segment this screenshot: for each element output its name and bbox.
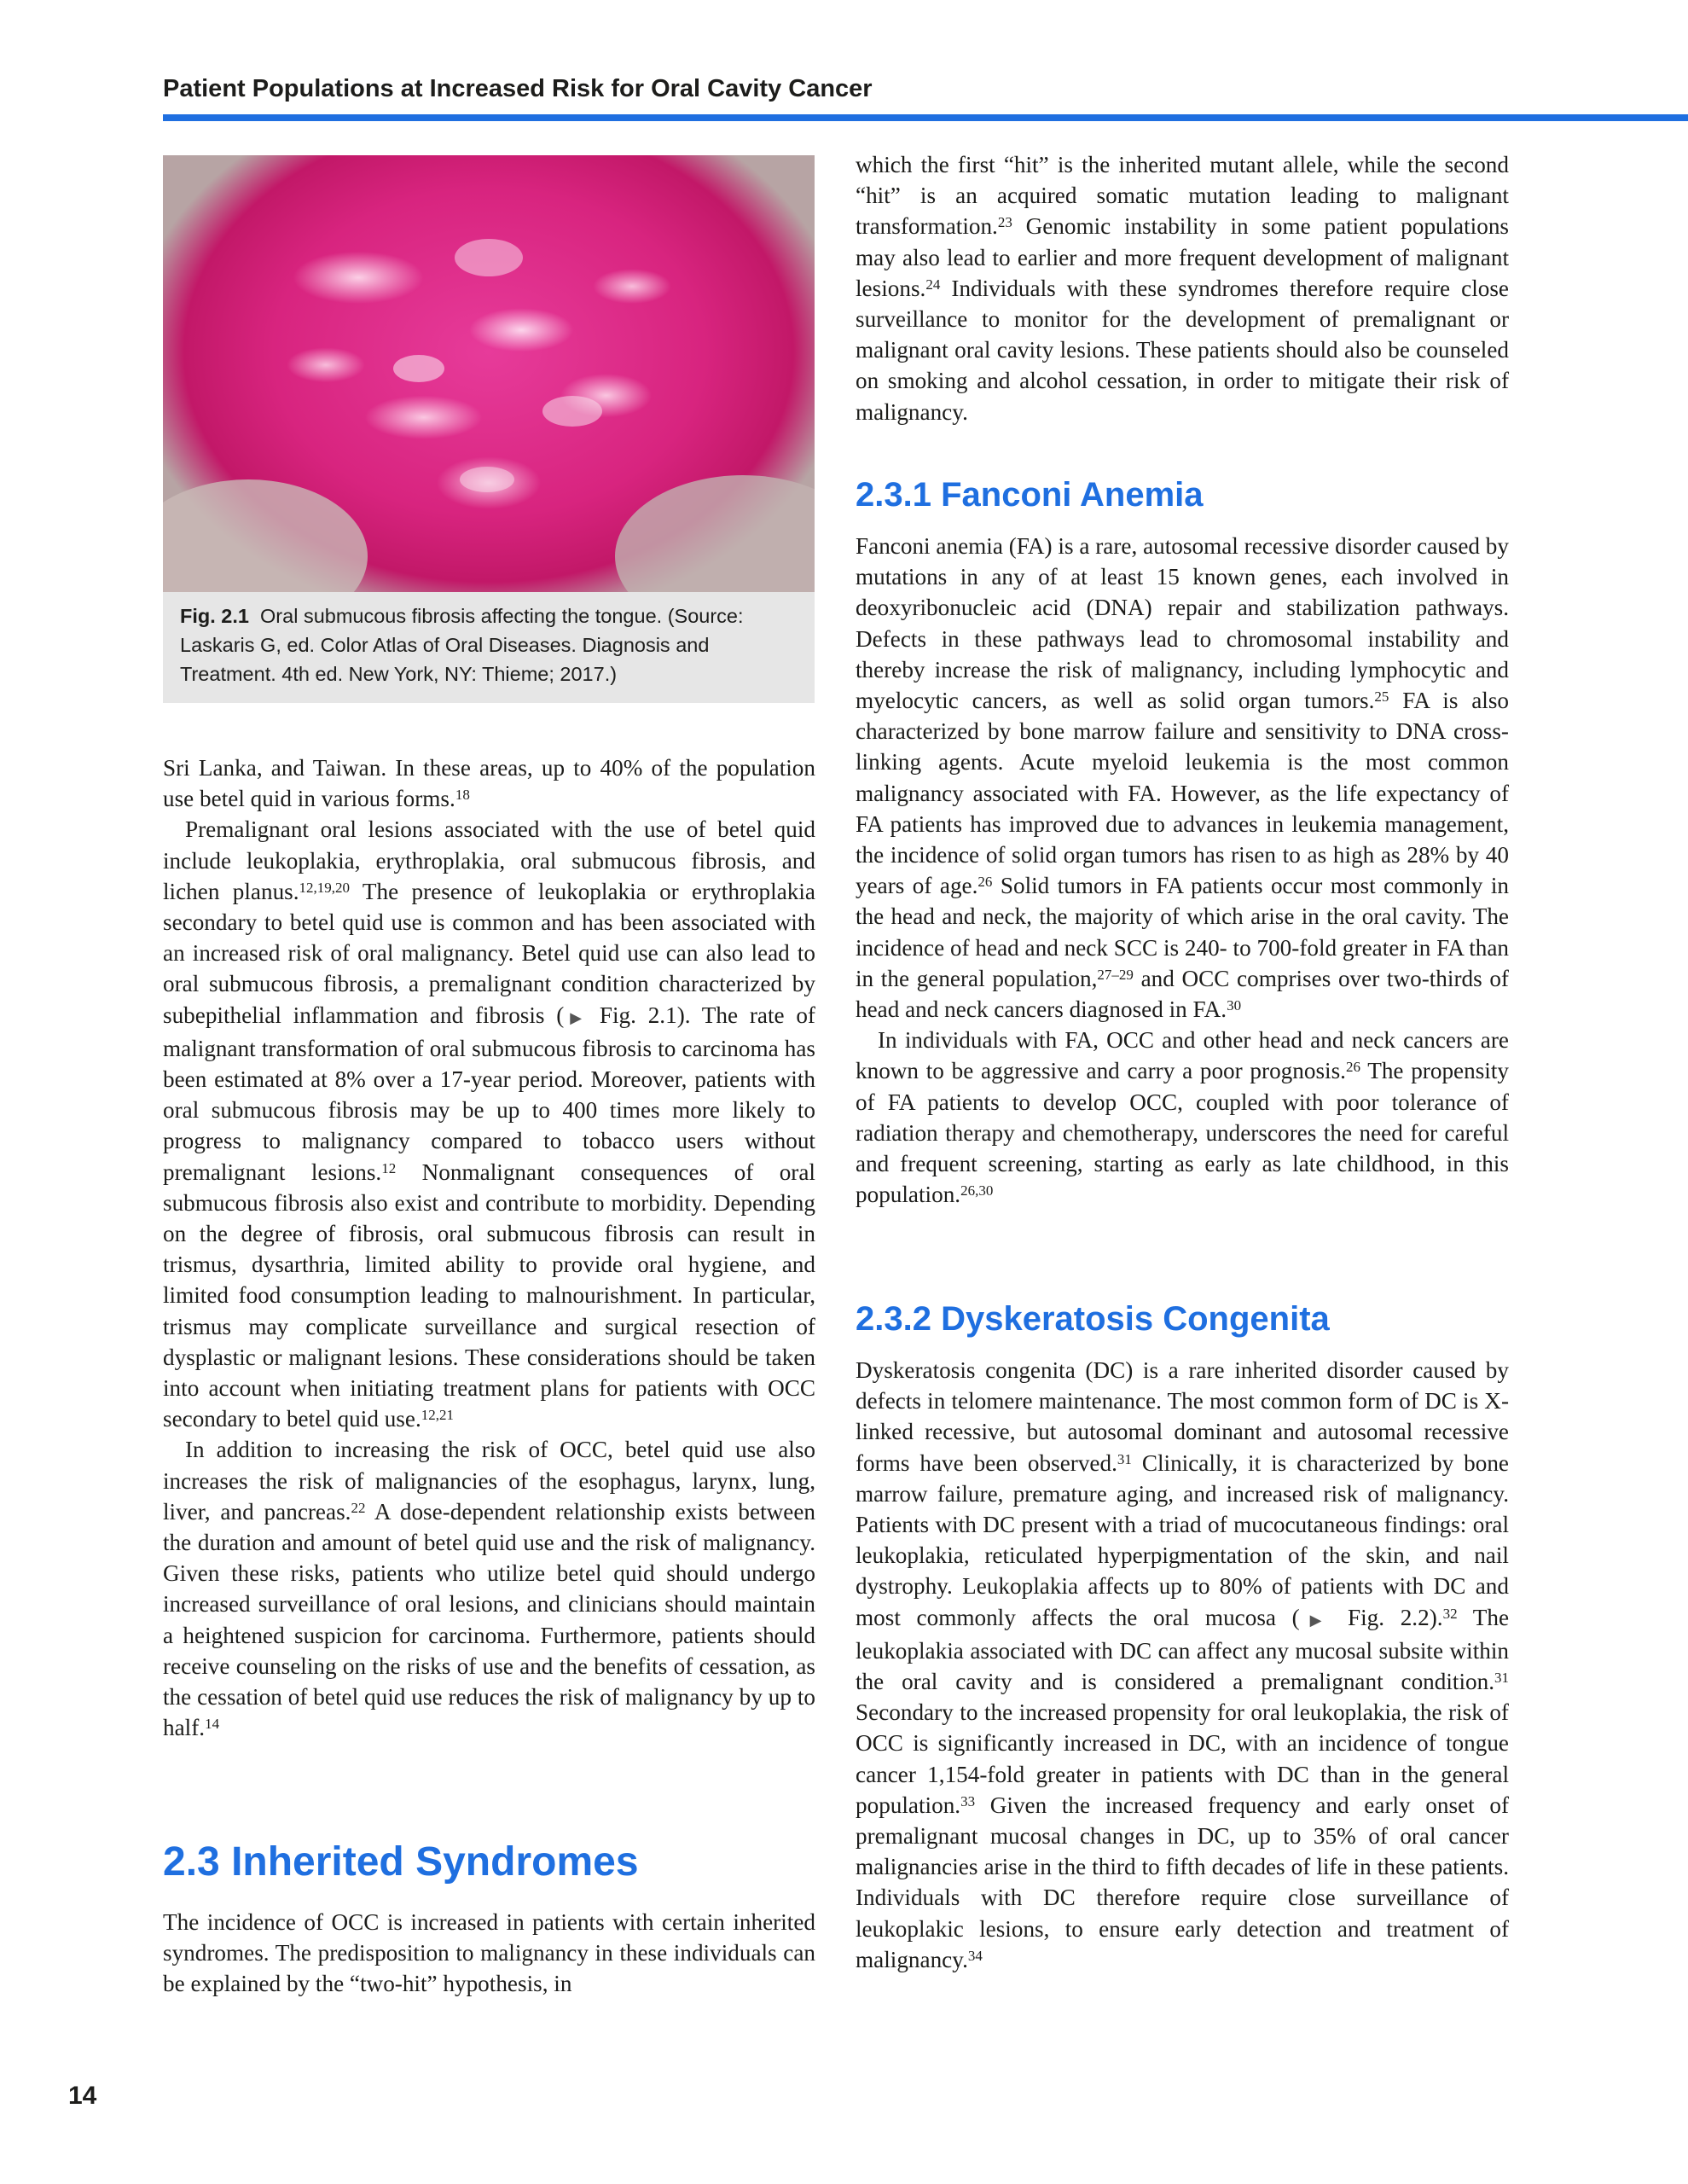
paragraph — [856, 149, 1509, 427]
citation: 12,19,20 — [299, 879, 351, 896]
text-run: A dose-dependent relationship exists between the duration and amount of betel quid use and the risk of malignancy. Given these risks, patients who utilize betel quid should undergo increased surveillance of oral lesions, and clinicians should maintain a heightened suspicion for carcinoma. Furthermore, patients should receive counseling on the risks of use and the benefits of cessation, as the cessation of betel quid use reduces the risk of malignancy by up to half. — [163, 1498, 816, 1741]
text-run: The propensity of FA patients to develop OCC, coupled with poor tolerance of radiation therapy and chemotherapy, underscores the need for careful and frequent screening, starting as early as late childhood, in this population. — [856, 1058, 1509, 1208]
text-run: Secondary to the increased propensity for oral leukoplakia, the risk of OCC is significantly increased in DC, with an incidence of tongue cancer 1,154-fold greater in patients with DC than in the general population. — [856, 1699, 1509, 1818]
citation: 25 — [1374, 688, 1389, 705]
text-run: ). The rate of malignant transformation of oral submucous fibrosis to carcinoma has been estimated at 8% over a 17-year period. Moreover, patients with oral submucous fibrosis may be up to 400 times more likely to progress to malignancy compared to tobacco users without premalignant lesions. — [163, 1002, 815, 1185]
text-run: Fanconi anemia (FA) is a rare, autosomal recessive disorder caused by mutations in any of at least 15 known genes, each involved in deoxyribonucleic acid (DNA) repair and stabilization pathways. Defects in these pathways lead to chromosomal instability and thereby increase the risk of malignancy, including lymphocytic and myelocytic cancers, as well as solid organ tumors. — [856, 533, 1509, 714]
text-run: The leukoplakia associated with DC can affect any mucosal subsite within the oral cavity and is considered a premalignant condition. — [856, 1604, 1510, 1695]
text-run: The presence of leukoplakia or erythroplakia secondary to betel quid use is common and has been associated with an increased risk of oral malignancy. Betel quid use can also lead to oral submucous fibrosis, a premalignant condition characterized by subepithelial inflammation and fibrosis ( — [163, 878, 815, 1028]
paragraph — [163, 814, 815, 1434]
text-run: Given the increased frequency and early onset of premalignant mucosal changes in DC, up to 35% of oral cancer malignancies arise in the third to fifth decades of life in these patients. Individuals with DC therefore require close surveillance of leukoplakic lesions, to ensure early detection and treatment of malignancy. — [856, 1792, 1509, 1972]
subsection-heading-dyskeratosis-congenita: 2.3.2 Dyskeratosis Congenita — [856, 1300, 1330, 1338]
running-head: Patient Populations at Increased Risk for Oral Cavity Cancer — [163, 75, 873, 102]
citation: 32 — [1442, 1605, 1458, 1622]
text-run: which the first “hit” is the inherited mutant allele, while the second “hit” is an acquired somatic mutation leading to malignant transformation. — [856, 152, 1509, 240]
paragraph: The incidence of OCC is increased in patients with certain inherited syndromes. The predisposition to malignancy in these individuals can be explained by the “two-hit” hypothesis, in — [163, 1909, 815, 1997]
tongue-photo — [163, 155, 815, 592]
text-run: Dyskeratosis congenita (DC) is a rare inherited disorder caused by defects in telomere maintenance. The most common form of DC is X-linked recessive, but autosomal dominant and autosomal recessive forms have been observed. — [856, 1357, 1509, 1476]
text-run: In addition to increasing the risk of OCC, betel quid use also increases the risk of malignancies of the esophagus, larynx, lung, liver, and pancreas. — [163, 1437, 815, 1525]
text-run: ). — [1429, 1604, 1443, 1630]
text-run: Sri Lanka, and Taiwan. In these areas, up to 40% of the population use betel quid in various forms. — [163, 755, 815, 812]
citation: 26 — [1345, 1059, 1360, 1076]
citation: 12 — [381, 1159, 397, 1176]
citation: 18 — [455, 787, 470, 804]
right-column-top — [856, 149, 1509, 427]
citation: 26,30 — [960, 1182, 994, 1199]
text-run: and OCC comprises over two-thirds of head and neck cancers diagnosed in FA. — [856, 965, 1509, 1023]
figure-ref-arrow-icon: ▶ — [1299, 1611, 1332, 1629]
text-run: FA is also characterized by bone marrow failure and sensitivity to DNA cross-linking agents. Acute myeloid leukemia is the most common malignancy associated with FA. However, as the life expectancy of FA patients has improved due to advances in leukemia management, the incidence of solid organ tumors has risen to as high as 28% by 40 years of age. — [856, 688, 1509, 899]
citation: 24 — [925, 276, 941, 293]
text-run: Clinically, it is characterized by bone marrow failure, premature aging, and increased risk of malignancy. Patients with DC present with a triad of mucocutaneous findings: oral leukoplakia, reticulated hyperpigmentation of the skin, and nail dystrophy. Leukoplakia affects up to 80% of patients with DC and most commonly affects the oral mucosa ( — [856, 1449, 1509, 1630]
tongue-photo-overlay — [163, 155, 815, 592]
paragraph — [856, 531, 1509, 1025]
figure-reference-link[interactable]: Fig. 2.1 — [599, 1002, 677, 1028]
citation: 27–29 — [1097, 966, 1134, 983]
citation: 26 — [977, 874, 993, 891]
paragraph — [163, 752, 815, 814]
citation: 22 — [351, 1499, 366, 1516]
text-run: Individuals with these syndromes therefore require close surveillance to monitor for the development of premalignant or malignant oral cavity lesions. These patients should also be counseled on smoking and alcohol cessation, in order to mitigate their risk of malignancy. — [856, 275, 1509, 425]
citation: 30 — [1227, 996, 1242, 1014]
paragraph — [856, 1355, 1509, 1975]
figure-reference-link[interactable]: Fig. 2.2 — [1347, 1604, 1430, 1630]
figure-caption-text: Oral submucous fibrosis affecting the tongue. (Source: Laskaris G, ed. Color Atlas of Oral Diseases. Diagnosis and Treatment. 4th ed. New York, NY: Thieme; 2017.) — [180, 605, 744, 685]
citation: 12,21 — [421, 1407, 455, 1424]
right-column-dyskeratosis — [856, 1298, 1509, 1975]
citation: 23 — [997, 214, 1012, 231]
figure-2-1 — [163, 155, 815, 703]
text-run: Genomic instability in some patient populations may also lead to earlier and more frequent development of malignant lesions. — [856, 213, 1509, 301]
section-heading-inherited-syndromes: 2.3 Inherited Syndromes — [163, 1839, 639, 1885]
page-number: 14 — [68, 2082, 97, 2110]
citation: 31 — [1117, 1450, 1132, 1467]
figure-caption — [180, 601, 798, 688]
left-column-section — [163, 1838, 815, 2000]
paragraph — [856, 1025, 1509, 1210]
text-run: Premalignant oral lesions associated with the use of betel quid include leukoplakia, erythroplakia, oral submucous fibrosis, and lichen planus. — [163, 816, 815, 904]
text-run: In individuals with FA, OCC and other head and neck cancers are known to be aggressive and carry a poor prognosis. — [856, 1027, 1509, 1084]
subsection-heading-fanconi-anemia: 2.3.1 Fanconi Anemia — [856, 476, 1204, 514]
text-run: Solid tumors in FA patients occur most commonly in the head and neck, the majority of which arise in the oral cavity. The incidence of head and neck SCC is 240- to 700-fold greater in FA than in the general population, — [856, 873, 1509, 991]
right-column-fanconi — [856, 474, 1509, 1210]
header-rule — [163, 114, 1688, 121]
left-column-top — [163, 752, 815, 1744]
citation: 33 — [960, 1792, 976, 1809]
figure-label: Fig. 2.1 — [180, 605, 249, 627]
text-run: Nonmalignant consequences of oral submucous fibrosis also exist and contribute to morbidity. Depending on the degree of fibrosis, oral submucous fibrosis can result in trismus, dysarthria, limited ability to provide oral hygiene, and limited food consumption leading to malnourishment. In particular, trismus may complicate surveillance and surgical resection of dysplastic or malignant lesions. These considerations should be taken into account when initiating treatment plans for patients with OCC secondary to betel quid use. — [163, 1159, 815, 1432]
citation: 34 — [967, 1947, 983, 1964]
citation: 31 — [1494, 1669, 1509, 1686]
paragraph — [163, 1434, 815, 1743]
figure-ref-arrow-icon: ▶ — [564, 1008, 589, 1026]
citation: 14 — [205, 1716, 220, 1733]
